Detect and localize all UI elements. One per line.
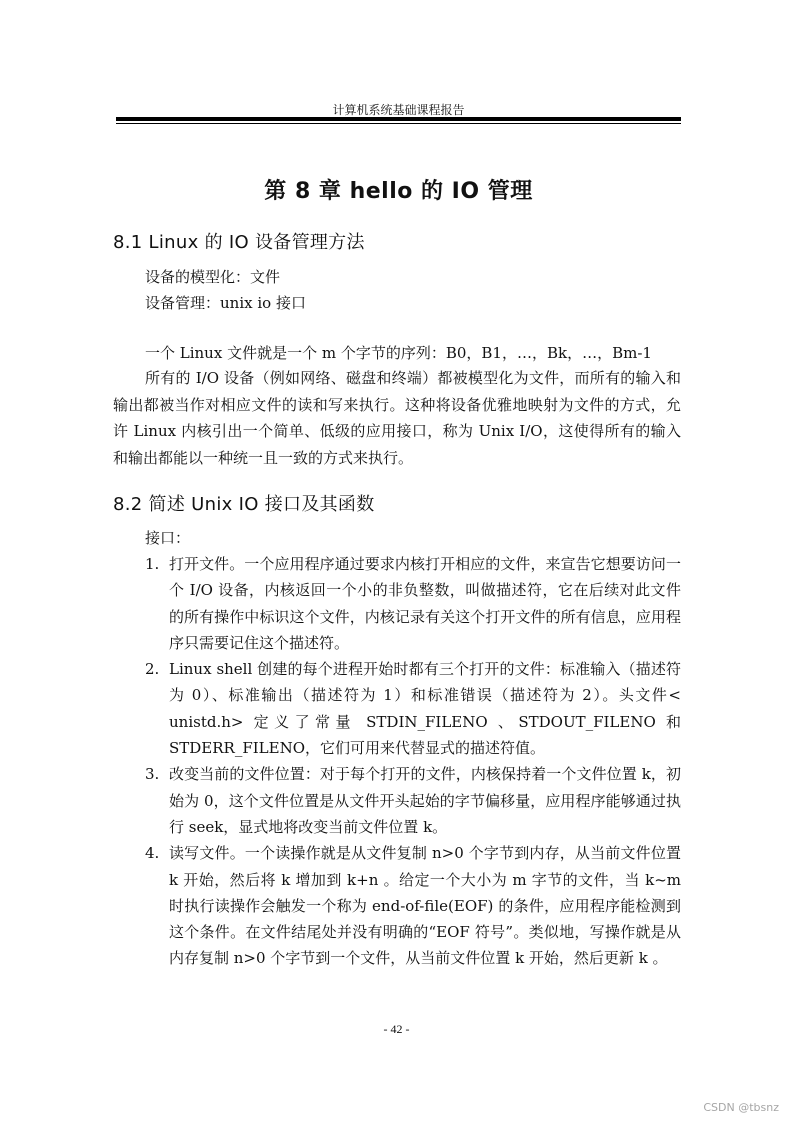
interface-list: [145, 551, 681, 972]
device-model-line: 设备的模型化：文件: [145, 268, 281, 286]
chapter-title: 第 8 章 hello 的 IO 管理: [264, 179, 533, 204]
list-item: [145, 656, 681, 761]
list-item-text: 打开文件。一个应用程序通过要求内核打开相应的文件，来宣告它想要访问一个 I/O 设备，内核返回一个小的非负整数，叫做描述符，它在后续对此文件的所有操作中标识这个文件，内核记录有关这个打开文件的所有信息，应用程序只需要记住这个描述符。: [169, 555, 681, 652]
list-item-number: 3.: [145, 765, 160, 784]
device-management-line: 设备管理：unix io 接口: [145, 294, 306, 312]
list-item-number: 1.: [145, 555, 160, 573]
file-definition-line: 一个 Linux 文件就是一个 m 个字节的序列：B0，B1，…，Bk，…，Bm-1: [145, 344, 652, 362]
list-item-number: 4.: [145, 844, 160, 863]
list-item-number: 2.: [145, 660, 160, 679]
list-item: [145, 840, 681, 971]
list-item: [145, 761, 681, 840]
header-rule-thin: [116, 123, 681, 124]
running-header: 计算机系统基础课程报告: [332, 103, 465, 117]
header-rule-thick: [116, 117, 681, 121]
watermark: CSDN @tbsnz: [703, 1101, 779, 1114]
list-item-text: Linux shell 创建的每个进程开始时都有三个打开的文件：标准输入（描述符为 0）、标准输出（描述符为 1）和标准错误（描述符为 2）。头文件< unistd.h> 定义了常量 STDIN_FILENO 、STDOUT_FILENO 和 STDERR_FILENO，它们可用来代替显式的描述符值。: [169, 660, 681, 758]
section-title-8-1: 8.1 Linux 的 IO 设备管理方法: [113, 232, 365, 253]
io-devices-paragraph: 所有的 I/O 设备（例如网络、磁盘和终端）都被模型化为文件，而所有的输入和输出都被当作对相应文件的读和写来执行。这种将设备优雅地映射为文件的方式，允许 Linux 内核引出一个简单、低级的应用接口，称为 Unix I/O，这使得所有的输入和输出都能以一种统一且一致的方式来执行。: [113, 369, 681, 467]
section-title-8-2: 8.2 简述 Unix IO 接口及其函数: [113, 494, 375, 515]
list-item: [145, 551, 681, 656]
list-item-text: 改变当前的文件位置：对于每个打开的文件，内核保持着一个文件位置 k，初始为 0，这个文件位置是从文件开头起始的字节偏移量，应用程序能够通过执行 seek，显式地将改变当前文件位置 k。: [169, 765, 681, 836]
list-item-text: 读写文件。一个读操作就是从文件复制 n>0 个字节到内存，从当前文件位置 k 开始，然后将 k 增加到 k+n 。给定一个大小为 m 字节的文件，当 k~m 时执行读操作会触发一个称为 end-of-file(EOF) 的条件，应用程序能检测到这个条件。在文件结尾处并没有明确的“EOF 符号”。类似地，写操作就是从内存复制 n>0 个字节到一个文件，从当前文件位置 k 开始，然后更新 k 。: [169, 844, 681, 968]
interface-intro: 接口：: [145, 529, 191, 547]
page-number: - 42 -: [383, 1022, 410, 1036]
